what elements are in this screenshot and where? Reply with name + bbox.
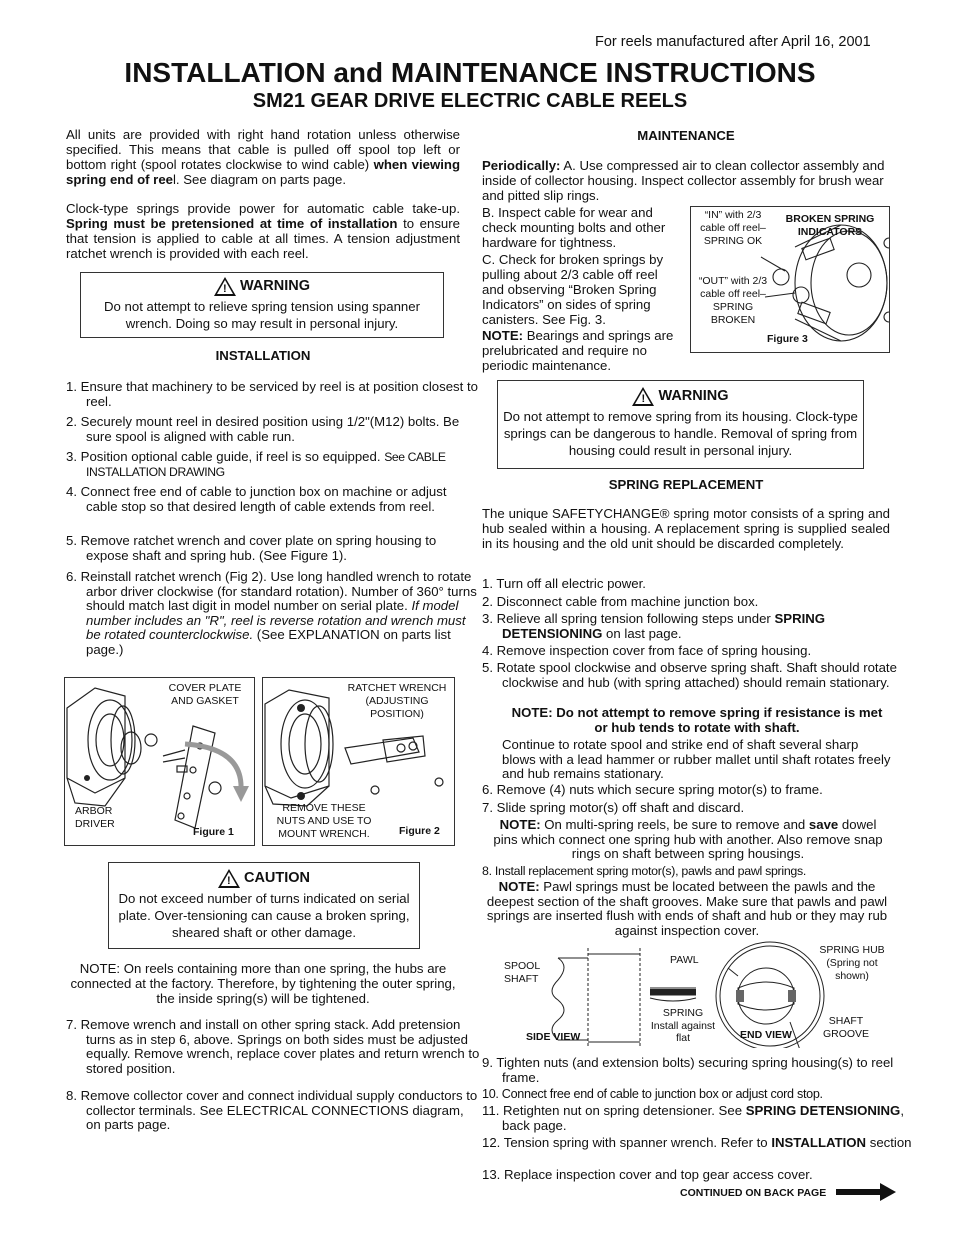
figure-1 <box>64 677 255 846</box>
fig2-caption: Figure 2 <box>399 825 440 837</box>
installation-heading: INSTALLATION <box>215 348 311 363</box>
warning-icon: ! <box>632 387 654 406</box>
right-arrow-icon <box>836 1182 898 1202</box>
fig2-label-nuts: REMOVE THESE NUTS AND USE TO MOUNT WRENCH. <box>276 802 372 840</box>
caution-icon: ! <box>218 869 240 888</box>
diag-side-view: SIDE VIEW <box>526 1031 581 1043</box>
maintenance-c: C. Check for broken springs by pulling about 2/3 cable off reel and observing “Broken Spring Indicators” on sides of spring canisters. See Fig. 3. <box>482 252 664 327</box>
diag-pawl: PAWL <box>670 954 699 966</box>
replace-step-2: 2. Disconnect cable from machine junction box. <box>482 594 759 609</box>
install-step-4: 4. Connect free end of cable to junction box on machine or adjust cable stop so that desired length of cable extends from reel. <box>66 484 447 514</box>
fig1-label-arbor: ARBOR DRIVER <box>75 805 115 830</box>
shaft-diagram <box>500 940 900 1048</box>
install-step-8: 8. Remove collector cover and connect individual supply conductors to collector terminals. See ELECTRICAL CONNECTIONS diagram, on parts page. <box>66 1088 478 1133</box>
maintenance-periodically: Periodically: A. Use compressed air to clean collector assembly and inside of collector housing. Inspect collector assembly for brush wear and pitted slip rings. <box>482 158 885 203</box>
fig1-label-cover: COVER PLATE AND GASKET <box>168 682 242 707</box>
replace-step-12: 12. Tension spring with spanner wrench. Refer to INSTALLATION section <box>482 1135 912 1150</box>
replace-step-8-note: NOTE: Pawl springs must be located between the pawls and the deepest section of the shaft grooves. Make sure that pawls and pawl springs are inserted flush with ends of shaft and hub or they may rub against inspection cover. <box>486 879 888 938</box>
install-step-1: 1. Ensure that machinery to be serviced by reel is at position closest to reel. <box>66 379 478 409</box>
date-note: For reels manufactured after April 16, 2001 <box>595 34 871 50</box>
fig3-label-out: “OUT” with 2/3 cable off reel– SPRING BROKEN <box>698 275 768 326</box>
replace-step-6: 6. Remove (4) nuts which secure spring motor(s) to frame. <box>482 782 823 797</box>
replace-step-7: 7. Slide spring motor(s) off shaft and discard. <box>482 800 745 815</box>
replace-step-5-continue: Continue to rotate spool and strike end of shaft several sharp blows with a lead hammer or rubber mallet until shaft rotates freely and hub remains stationary. <box>502 737 891 782</box>
diag-end-view: END VIEW <box>740 1029 792 1041</box>
install-step-7: 7. Remove wrench and install on other spring stack. Add pretension turns as in step 6, above. Springs on both sides must be adjusted equally. Remove wrench, replace cover plates and return wrench to stored position. <box>66 1017 480 1076</box>
fig3-label-indicators: BROKEN SPRING INDICATORS <box>785 213 875 238</box>
warning-icon: ! <box>214 277 236 296</box>
intro-paragraph-2: Clock-type springs provide power for automatic cable take-up. Spring must be pretensioned at time of installation to ensure that tension is applied to cable at all times. A tension adjustment ratchet wrench is provided with each reel. <box>66 201 460 261</box>
replace-step-11: 11. Retighten nut on spring detensioner. See SPRING DETENSIONING, back page. <box>482 1103 904 1133</box>
install-step-2: 2. Securely mount reel in desired position using 1/2"(M12) bolts. Be sure spool is aligned with cable run. <box>66 414 460 444</box>
replace-step-13: 13. Replace inspection cover and top gear access cover. <box>482 1167 813 1182</box>
replace-step-3: 3. Relieve all spring tension following steps under SPRING DETENSIONING on last page. <box>482 611 826 641</box>
fig3-label-in: “IN” with 2/3 cable off reel– SPRING OK <box>700 209 766 247</box>
maintenance-b: B. Inspect cable for wear and check mounting bolts and other hardware for tightness. <box>482 205 666 250</box>
install-step-3: 3. Position optional cable guide, if reel is so equipped. See CABLE INSTALLATION DRAWING <box>66 449 446 479</box>
diag-shaft-groove: SHAFT GROOVE <box>822 1015 870 1040</box>
maintenance-heading: MAINTENANCE <box>637 128 735 143</box>
replace-step-4: 4. Remove inspection cover from face of spring housing. <box>482 643 812 658</box>
warning-box-1: ! WARNING Do not attempt to relieve spring tension using spanner wrench. Doing so may result in personal injury. <box>80 272 444 338</box>
replace-step-7-note: NOTE: On multi-spring reels, be sure to remove and save dowel pins which connect one spring hub with another. Also remove snap rings on shaft between spring housings. <box>493 817 883 862</box>
note-multi-spring: NOTE: On reels containing more than one spring, the hubs are connected at the factory. Therefore, by tightening the outer spring, the inside spring(s) will be tightened. <box>70 961 456 1006</box>
diag-spool-shaft: SPOOL SHAFT <box>504 960 540 985</box>
spring-replacement-heading: SPRING REPLACEMENT <box>608 477 764 492</box>
continued-label: CONTINUED ON BACK PAGE <box>680 1187 827 1199</box>
replace-step-5: 5. Rotate spool clockwise and observe spring shaft. Shaft should rotate clockwise and hub (with spring attached) should remain stationary. <box>482 660 897 690</box>
diag-spring: SPRING Install against flat <box>650 1007 716 1044</box>
maintenance-note: NOTE: Bearings and springs are prelubricated and require no periodic maintenance. <box>482 328 674 373</box>
fig2-label-ratchet: RATCHET WRENCH (ADJUSTING POSITION) <box>347 682 447 720</box>
figure-3 <box>690 206 890 353</box>
replace-step-9: 9. Tighten nuts (and extension bolts) securing spring housing(s) to reel frame. <box>482 1055 894 1085</box>
install-step-6: 6. Reinstall ratchet wrench (Fig 2). Use long handled wrench to rotate arbor driver clockwise (for standard rotation). Number of 360° turns should match last digit in model number on serial plate. If model number includes an "R", reel is reverse rotation and wrench must be rotated counterclockwise. (See EXPLANATION on parts list page.) <box>66 569 477 657</box>
page-title: INSTALLATION and MAINTENANCE INSTRUCTIONS <box>124 57 816 88</box>
replace-step-1: 1. Turn off all electric power. <box>482 576 646 591</box>
replacement-intro: The unique SAFETYCHANGE® spring motor consists of a spring and hub sealed within a housing. A replacement spring is supplied sealed in its housing and the old unit should be discarded completely. <box>482 506 890 551</box>
warning-box-2: ! WARNING Do not attempt to remove spring from its housing. Clock-type springs can be dangerous to handle. Removal of spring from housing could result in personal injury. <box>497 380 864 469</box>
install-step-5: 5. Remove ratchet wrench and cover plate on spring housing to expose shaft and spring hub. (See Figure 1). <box>66 533 437 563</box>
replace-step-10: 10. Connect free end of cable to junction box or adjust cord stop. <box>482 1087 823 1101</box>
figure-2 <box>262 677 455 846</box>
fig3-caption: Figure 3 <box>767 333 808 345</box>
caution-box: ! CAUTION Do not exceed number of turns indicated on serial plate. Over-tensioning can cause a broken spring, sheared shaft or other damage. <box>108 862 420 949</box>
replace-step-5-note: NOTE: Do not attempt to remove spring if resistance is met or hub tends to rotate with shaft. <box>511 705 883 735</box>
diag-spring-hub: SPRING HUB (Spring not shown) <box>819 944 885 982</box>
page-subtitle: SM21 GEAR DRIVE ELECTRIC CABLE REELS <box>252 90 688 112</box>
replace-step-8: 8. Install replacement spring motor(s), pawls and pawl springs. <box>482 864 807 878</box>
fig1-caption: Figure 1 <box>193 826 234 838</box>
intro-paragraph-1: All units are provided with right hand rotation unless otherwise specified. This means that cable is pulled off spool top left or bottom right (spool rotates clockwise to wind cable) when viewing spring end of reel. See diagram on parts page. <box>66 127 461 187</box>
